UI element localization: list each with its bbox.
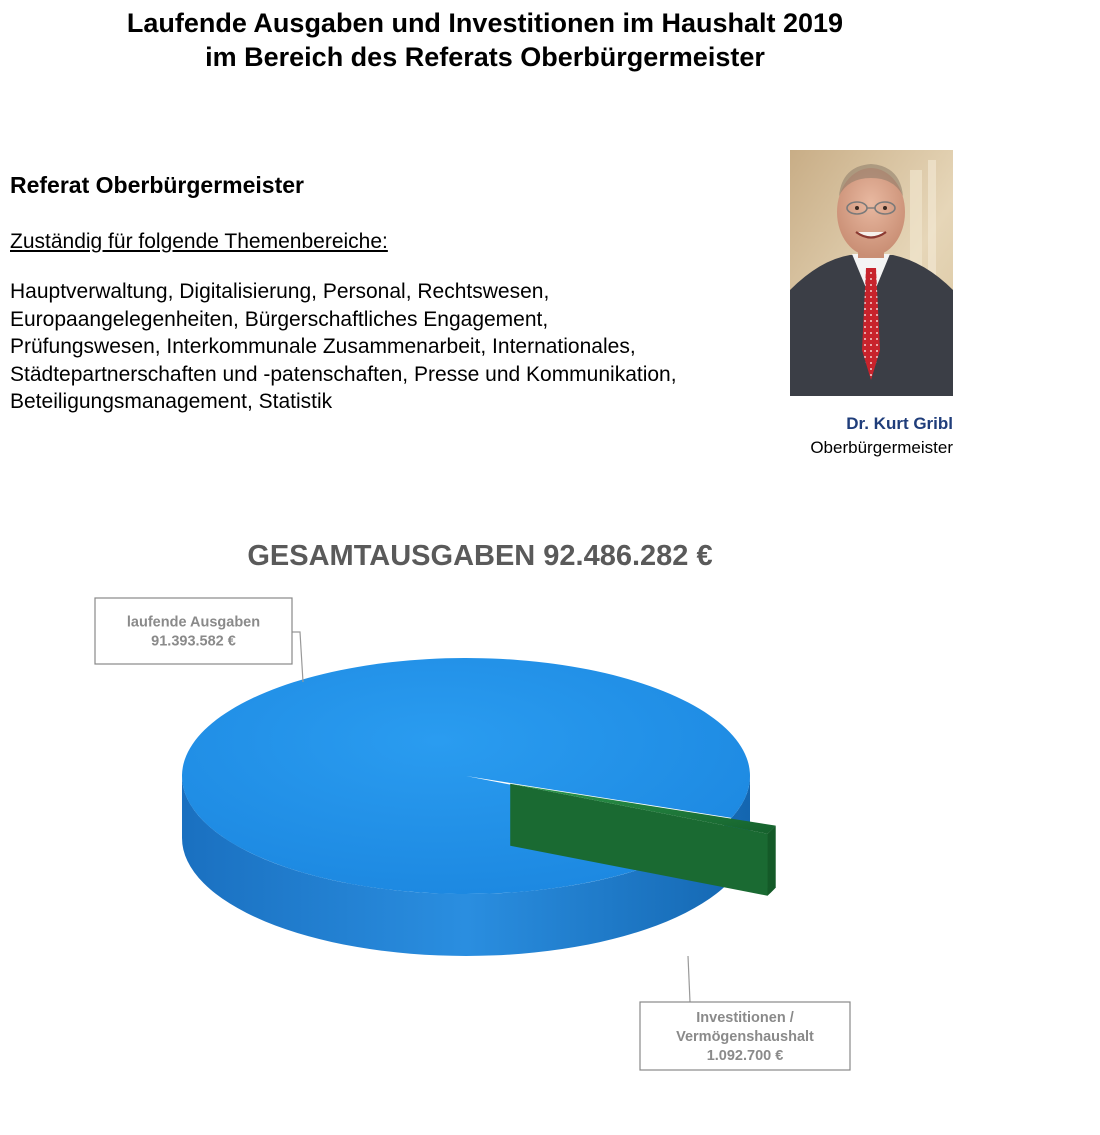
title-line-1: Laufende Ausgaben und Investitionen im Haushalt 2019 [126, 8, 844, 38]
person-name: Dr. Kurt Gribl [846, 414, 953, 433]
label-investitionen-text: 1.092.700 € [706, 1048, 784, 1064]
label-laufende-ausgaben-text: 91.393.582 € [151, 633, 236, 650]
label-laufende-ausgaben-text: laufende Ausgaben [126, 614, 261, 631]
topics-list [10, 278, 780, 416]
department-heading: Referat Oberbürgermeister [10, 172, 304, 198]
person-role: Oberbürgermeister [810, 438, 953, 457]
responsible-label: Zuständig für folgende Themenbereiche: [10, 230, 388, 253]
topics-line: Städtepartnerschaften und -patenschaften, Presse und Kommunikation, [10, 362, 677, 386]
page-title [0, 6, 970, 74]
title-line-2: im Bereich des Referats Oberbürgermeister [205, 42, 765, 72]
portrait-photo [790, 150, 953, 396]
callout-line [688, 956, 690, 1002]
label-laufende-ausgaben-box [95, 598, 292, 664]
pie-slice-investitionen-side [768, 826, 776, 896]
topics-line: Hauptverwaltung, Digitalisierung, Personal, Rechtswesen, [10, 280, 550, 303]
chart-title: GESAMTAUSGABEN 92.486.282 € [247, 540, 713, 572]
pie-chart [0, 520, 1100, 1100]
label-investitionen-text: Investitionen / [696, 1010, 794, 1026]
label-investitionen-text: Vermögenshaushalt [676, 1029, 814, 1045]
topics-line: Beteiligungsmanagement, Statistik [10, 390, 333, 413]
callout-line [292, 632, 303, 682]
topics-line: Europaangelegenheiten, Bürgerschaftliches Engagement, [10, 307, 549, 331]
topics-line: Prüfungswesen, Interkommunale Zusammenarbeit, Internationales, [10, 335, 636, 358]
